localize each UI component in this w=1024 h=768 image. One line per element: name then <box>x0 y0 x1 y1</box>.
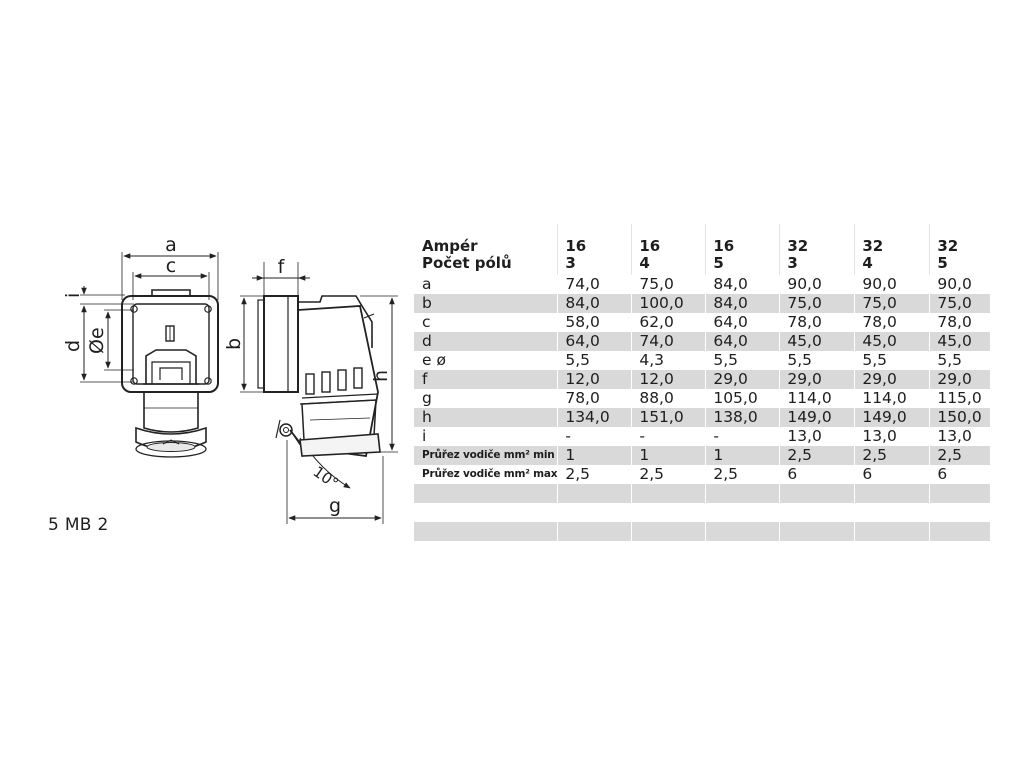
row-label: Průřez vodiče mm² min <box>414 446 558 465</box>
dimension-label-e: Øe <box>86 327 108 354</box>
table-row <box>414 351 990 370</box>
empty-cell <box>855 522 930 541</box>
table-cell: 149,0 <box>780 408 855 427</box>
empty-cell <box>780 522 855 541</box>
table-cell: 45,0 <box>780 332 855 351</box>
table-cell: - <box>706 427 780 446</box>
empty-row <box>414 503 990 522</box>
table-cell: 5,5 <box>855 351 930 370</box>
header-poles-value: 5 <box>713 254 724 272</box>
table-cell: 84,0 <box>706 294 780 313</box>
table-cell: 12,0 <box>558 370 632 389</box>
table-cell: 64,0 <box>558 332 632 351</box>
table-cell: 6 <box>855 465 930 484</box>
row-label: Průřez vodiče mm² max <box>422 468 558 480</box>
table-cell: 58,0 <box>558 313 632 332</box>
empty-cell <box>706 522 780 541</box>
table-cell: 75,0 <box>632 275 706 294</box>
table-cell: 114,0 <box>855 389 930 408</box>
table-cell: 45,0 <box>855 332 930 351</box>
table-cell: 150,0 <box>930 408 990 427</box>
header-poles-value: 4 <box>862 254 873 272</box>
table-cell: 100,0 <box>632 294 706 313</box>
empty-cell <box>558 503 632 522</box>
header-amp-value: 16 <box>565 237 587 255</box>
table-cell: 13,0 <box>855 427 930 446</box>
empty-row <box>414 484 990 503</box>
table-cell: 29,0 <box>855 370 930 389</box>
table-cell: 74,0 <box>558 275 632 294</box>
table-cell: 29,0 <box>780 370 855 389</box>
dimension-label-a: a <box>165 234 177 256</box>
header-amp-value: 32 <box>937 237 959 255</box>
table-cell: 78,0 <box>930 313 990 332</box>
dimension-label-d: d <box>62 339 84 352</box>
table-cell: 2,5 <box>855 446 930 465</box>
table-cell: 2,5 <box>706 465 780 484</box>
empty-cell <box>706 484 780 503</box>
model-label: 5 MB 2 <box>48 515 109 535</box>
empty-cell <box>632 503 706 522</box>
header-label-cell <box>414 224 558 275</box>
table-cell: 13,0 <box>780 427 855 446</box>
table-cell: 90,0 <box>780 275 855 294</box>
header-column-3 <box>780 224 855 275</box>
table-row <box>414 294 990 313</box>
table-cell: 6 <box>780 465 855 484</box>
row-label: i <box>422 427 427 445</box>
table-row <box>414 332 990 351</box>
table-cell: 134,0 <box>558 408 632 427</box>
row-label: c <box>422 313 431 331</box>
table-cell: - <box>632 427 706 446</box>
table-cell: 5,5 <box>706 351 780 370</box>
table-cell: 64,0 <box>706 313 780 332</box>
empty-cell <box>780 484 855 503</box>
table-row <box>414 389 990 408</box>
header-column-5 <box>930 224 990 275</box>
table-cell: 78,0 <box>855 313 930 332</box>
dimension-label-f: f <box>277 256 285 278</box>
row-label: g <box>422 389 432 407</box>
table-cell: 75,0 <box>930 294 990 313</box>
table-cell: 115,0 <box>930 389 990 408</box>
table-cell: 2,5 <box>558 465 632 484</box>
table-cell: 5,5 <box>780 351 855 370</box>
empty-cell <box>780 503 855 522</box>
empty-cell <box>558 522 632 541</box>
table-cell: 84,0 <box>706 275 780 294</box>
table-cell: 45,0 <box>930 332 990 351</box>
header-poles-value: 3 <box>787 254 798 272</box>
table-cell: 1 <box>632 446 706 465</box>
table-cell: 114,0 <box>780 389 855 408</box>
empty-cell <box>632 484 706 503</box>
table-cell: 75,0 <box>855 294 930 313</box>
table-cell: 151,0 <box>632 408 706 427</box>
header-poles-value: 5 <box>937 254 948 272</box>
header-amp-value: 16 <box>713 237 735 255</box>
table-cell: 2,5 <box>632 465 706 484</box>
table-row <box>414 370 990 389</box>
table-cell: 138,0 <box>706 408 780 427</box>
header-poles-value: 3 <box>565 254 576 272</box>
row-label: b <box>414 294 558 313</box>
table-cell: 6 <box>930 465 990 484</box>
table-cell: 62,0 <box>632 313 706 332</box>
row-label: e ø <box>422 351 446 369</box>
header-poles-label: Počet pólů <box>422 254 512 272</box>
table-row <box>414 465 990 484</box>
dimension-label-angle: 10° <box>309 462 342 493</box>
header-amp-value: 32 <box>787 237 809 255</box>
empty-cell <box>855 503 930 522</box>
header-column-1 <box>632 224 706 275</box>
empty-cell <box>930 484 990 503</box>
empty-cell <box>930 503 990 522</box>
dimensions-table <box>414 224 990 541</box>
table-cell: 2,5 <box>780 446 855 465</box>
table-header-row <box>414 224 990 275</box>
dimension-label-b: b <box>223 337 245 350</box>
table-cell: 29,0 <box>930 370 990 389</box>
table-cell: 64,0 <box>706 332 780 351</box>
table-cell: 4,3 <box>632 351 706 370</box>
header-column-0 <box>558 224 632 275</box>
table-row <box>414 408 990 427</box>
table-cell: 5,5 <box>558 351 632 370</box>
table-cell: 105,0 <box>706 389 780 408</box>
table-cell: 90,0 <box>855 275 930 294</box>
table-cell: 88,0 <box>632 389 706 408</box>
row-label: a <box>422 275 432 293</box>
table-cell: 90,0 <box>930 275 990 294</box>
table-cell: 2,5 <box>930 446 990 465</box>
header-column-4 <box>855 224 930 275</box>
table-row <box>414 313 990 332</box>
table-cell: 78,0 <box>780 313 855 332</box>
table-cell: 29,0 <box>706 370 780 389</box>
header-column-2 <box>706 224 780 275</box>
dimension-label-i: i <box>62 292 84 298</box>
header-amp-label: Ampér <box>422 237 478 255</box>
table-cell: 78,0 <box>558 389 632 408</box>
empty-cell <box>855 484 930 503</box>
empty-cell <box>706 503 780 522</box>
table-row <box>414 275 990 294</box>
header-poles-value: 4 <box>639 254 650 272</box>
header-amp-value: 32 <box>862 237 884 255</box>
row-label: f <box>414 370 558 389</box>
dimension-label-h: h <box>370 369 392 382</box>
table-cell: 12,0 <box>632 370 706 389</box>
empty-cell <box>414 503 558 522</box>
empty-cell <box>930 522 990 541</box>
empty-cell <box>414 484 558 503</box>
table-cell: - <box>558 427 632 446</box>
side-view-drawing <box>240 262 398 524</box>
empty-cell <box>558 484 632 503</box>
row-label: h <box>414 408 558 427</box>
table-row <box>414 427 990 446</box>
dimension-label-c: c <box>165 255 177 277</box>
empty-cell <box>632 522 706 541</box>
empty-row <box>414 522 990 541</box>
table-row <box>414 446 990 465</box>
table-cell: 13,0 <box>930 427 990 446</box>
table-cell: 75,0 <box>780 294 855 313</box>
table-cell: 1 <box>706 446 780 465</box>
dimension-label-g: g <box>328 495 342 517</box>
table-cell: 84,0 <box>558 294 632 313</box>
header-amp-value: 16 <box>639 237 661 255</box>
table-cell: 149,0 <box>855 408 930 427</box>
row-label: d <box>414 332 558 351</box>
table-cell: 5,5 <box>930 351 990 370</box>
table-cell: 74,0 <box>632 332 706 351</box>
empty-cell <box>414 522 558 541</box>
table-cell: 1 <box>558 446 632 465</box>
